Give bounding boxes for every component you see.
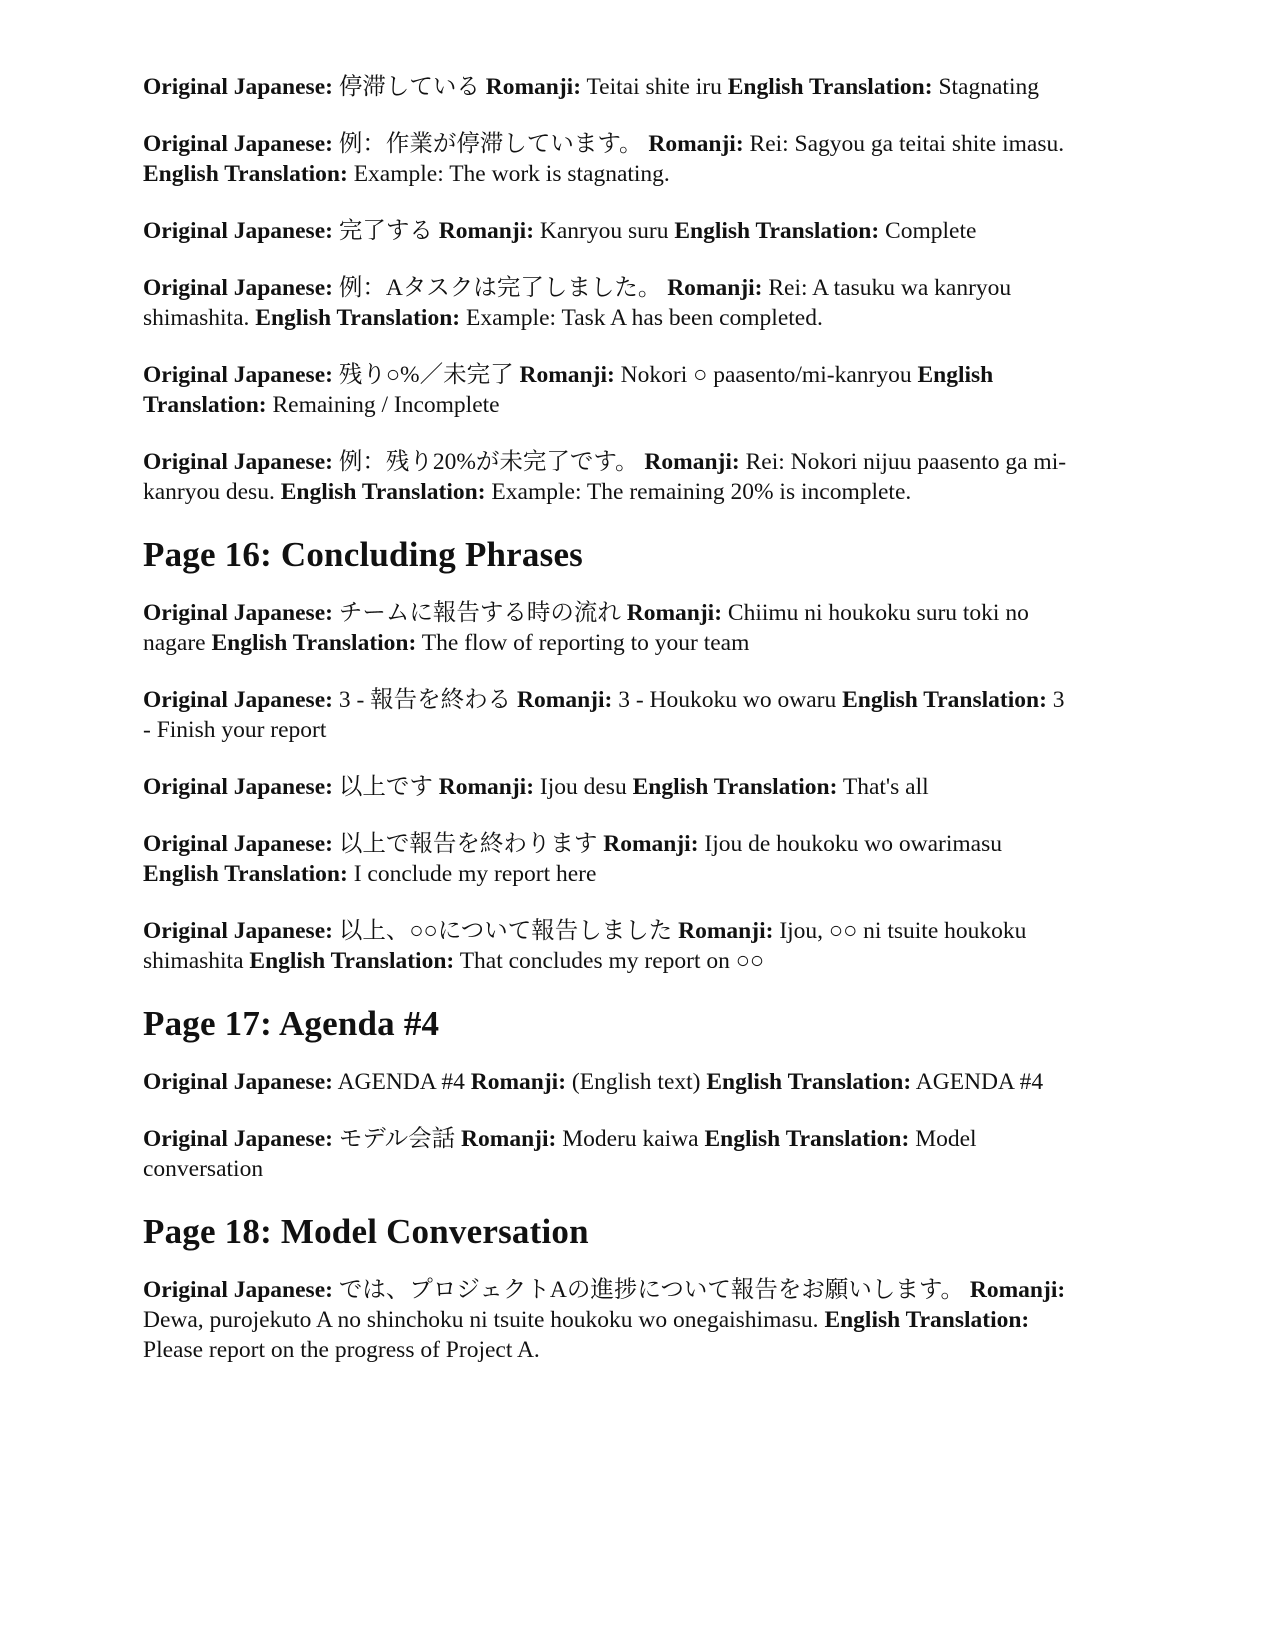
japanese-text: 以上で報告を終わります: [338, 831, 598, 857]
english-label: English Translation:: [824, 1307, 1030, 1333]
romanji-label: Romanji:: [519, 362, 615, 388]
english-label: English Translation:: [704, 1126, 910, 1152]
romanji-text: Rei: A tasuku wa kanryou shimashita.: [143, 275, 1012, 331]
english-label: English Translation:: [727, 74, 933, 100]
japanese-text: モデル会話: [338, 1126, 456, 1152]
entry: [143, 772, 1078, 802]
romanji-text: Chiimu ni houkoku suru toki no nagare: [143, 600, 1029, 656]
section-concluding-phrases: [143, 534, 1078, 976]
entry: [143, 72, 1078, 102]
entry: [143, 685, 1078, 745]
japanese-text: 以上です: [338, 774, 433, 800]
original-label: Original Japanese:: [143, 449, 333, 475]
english-text: Example: The work is stagnating.: [353, 161, 670, 187]
japanese-text: 以上、○○について報告しました: [338, 918, 673, 944]
romanji-text: (English text): [571, 1069, 701, 1095]
japanese-text: チームに報告する時の流れ: [338, 600, 621, 626]
english-label: English Translation:: [211, 630, 417, 656]
section-agenda: [143, 1003, 1078, 1184]
original-label: Original Japanese:: [143, 600, 333, 626]
original-label: Original Japanese:: [143, 74, 333, 100]
romanji-text: Kanryou suru: [539, 218, 669, 244]
english-label: English Translation:: [143, 861, 348, 887]
entry: [143, 829, 1078, 889]
romanji-label: Romanji:: [603, 831, 699, 857]
english-text: Complete: [885, 218, 977, 244]
section-continuation: [143, 72, 1078, 507]
romanji-label: Romanji:: [626, 600, 723, 626]
japanese-text: AGENDA #4: [337, 1069, 465, 1095]
english-text: The flow of reporting to your team: [421, 630, 750, 656]
romanji-text: Teitai shite iru: [586, 74, 722, 100]
romanji-text: Dewa, purojekuto A no shinchoku ni tsuite houkoku wo onegaishimasu.: [143, 1307, 819, 1333]
romanji-text: Nokori ○ paasento/mi-kanryou: [620, 362, 912, 388]
japanese-text: 停滞している: [338, 74, 480, 100]
romanji-label: Romanji:: [470, 1069, 567, 1095]
section-model-conversation: [143, 1211, 1078, 1365]
english-label: English Translation:: [632, 774, 838, 800]
romanji-text: Ijou desu: [539, 774, 627, 800]
romanji-label: Romanji:: [678, 918, 774, 944]
section-heading: Page 18: Model Conversation: [143, 1212, 589, 1251]
romanji-text: Rei: Nokori nijuu paasento ga mi-kanryou desu.: [143, 449, 1067, 505]
romanji-label: Romanji:: [969, 1277, 1066, 1303]
english-label: English Translation:: [143, 362, 994, 418]
entry: [143, 1275, 1078, 1365]
japanese-text: 3 - 報告を終わる: [338, 687, 512, 713]
romanji-text: Ijou, ○○ ni tsuite houkoku shimashita: [143, 918, 1027, 974]
entry: [143, 273, 1078, 333]
japanese-text: 例：Aタスクは完了しました。: [338, 275, 662, 301]
romanji-label: Romanji:: [667, 275, 763, 301]
english-label: English Translation:: [280, 479, 486, 505]
english-text: Please report on the progress of Project A.: [143, 1337, 540, 1363]
entry: [143, 1124, 1078, 1184]
japanese-text: 例：作業が停滞しています。: [338, 131, 643, 157]
english-label: English Translation:: [706, 1069, 912, 1095]
romanji-label: Romanji:: [648, 131, 744, 157]
english-label: English Translation:: [249, 948, 455, 974]
japanese-text: 例：残り20%が未完了です。: [338, 449, 639, 475]
document-page: [143, 72, 1078, 1392]
english-text: Example: Task A has been completed.: [465, 305, 823, 331]
original-label: Original Japanese:: [143, 687, 333, 713]
english-label: English Translation:: [143, 161, 348, 187]
original-label: Original Japanese:: [143, 131, 333, 157]
english-text: I conclude my report here: [353, 861, 597, 887]
romanji-text: Moderu kaiwa: [562, 1126, 699, 1152]
english-text: That's all: [842, 774, 929, 800]
japanese-text: では、プロジェクトAの進捗について報告をお願いします。: [338, 1277, 964, 1303]
romanji-label: Romanji:: [438, 774, 535, 800]
english-label: English Translation:: [255, 305, 461, 331]
romanji-label: Romanji:: [517, 687, 613, 713]
romanji-label: Romanji:: [461, 1126, 557, 1152]
english-text: Example: The remaining 20% is incomplete.: [491, 479, 912, 505]
entry: [143, 129, 1078, 189]
entry: [143, 916, 1078, 976]
original-label: Original Japanese:: [143, 1277, 333, 1303]
romanji-label: Romanji:: [485, 74, 582, 100]
original-label: Original Japanese:: [143, 774, 333, 800]
original-label: Original Japanese:: [143, 275, 333, 301]
entry: [143, 1067, 1078, 1097]
romanji-label: Romanji:: [438, 218, 535, 244]
english-text: AGENDA #4: [915, 1069, 1044, 1095]
entry: [143, 360, 1078, 420]
original-label: Original Japanese:: [143, 218, 333, 244]
entry: [143, 447, 1078, 507]
english-text: Stagnating: [938, 74, 1039, 100]
english-text: 3 - Finish your report: [143, 687, 1065, 743]
section-heading: Page 16: Concluding Phrases: [143, 535, 583, 574]
original-label: Original Japanese:: [143, 1126, 333, 1152]
english-label: English Translation:: [674, 218, 880, 244]
english-text: Remaining / Incomplete: [272, 392, 500, 418]
english-text: Model conversation: [143, 1126, 977, 1182]
english-label: English Translation:: [842, 687, 1047, 713]
romanji-label: Romanji:: [644, 449, 740, 475]
section-heading: Page 17: Agenda #4: [143, 1004, 440, 1043]
romanji-text: Rei: Sagyou ga teitai shite imasu.: [749, 131, 1065, 157]
original-label: Original Japanese:: [143, 1069, 333, 1095]
original-label: Original Japanese:: [143, 918, 333, 944]
english-text: That concludes my report on ○○: [459, 948, 765, 974]
entry: [143, 216, 1078, 246]
entry: [143, 598, 1078, 658]
romanji-text: 3 - Houkoku wo owaru: [618, 687, 837, 713]
romanji-text: Ijou de houkoku wo owarimasu: [704, 831, 1003, 857]
japanese-text: 残り○%／未完了: [338, 362, 514, 388]
original-label: Original Japanese:: [143, 831, 333, 857]
original-label: Original Japanese:: [143, 362, 333, 388]
japanese-text: 完了する: [338, 218, 433, 244]
